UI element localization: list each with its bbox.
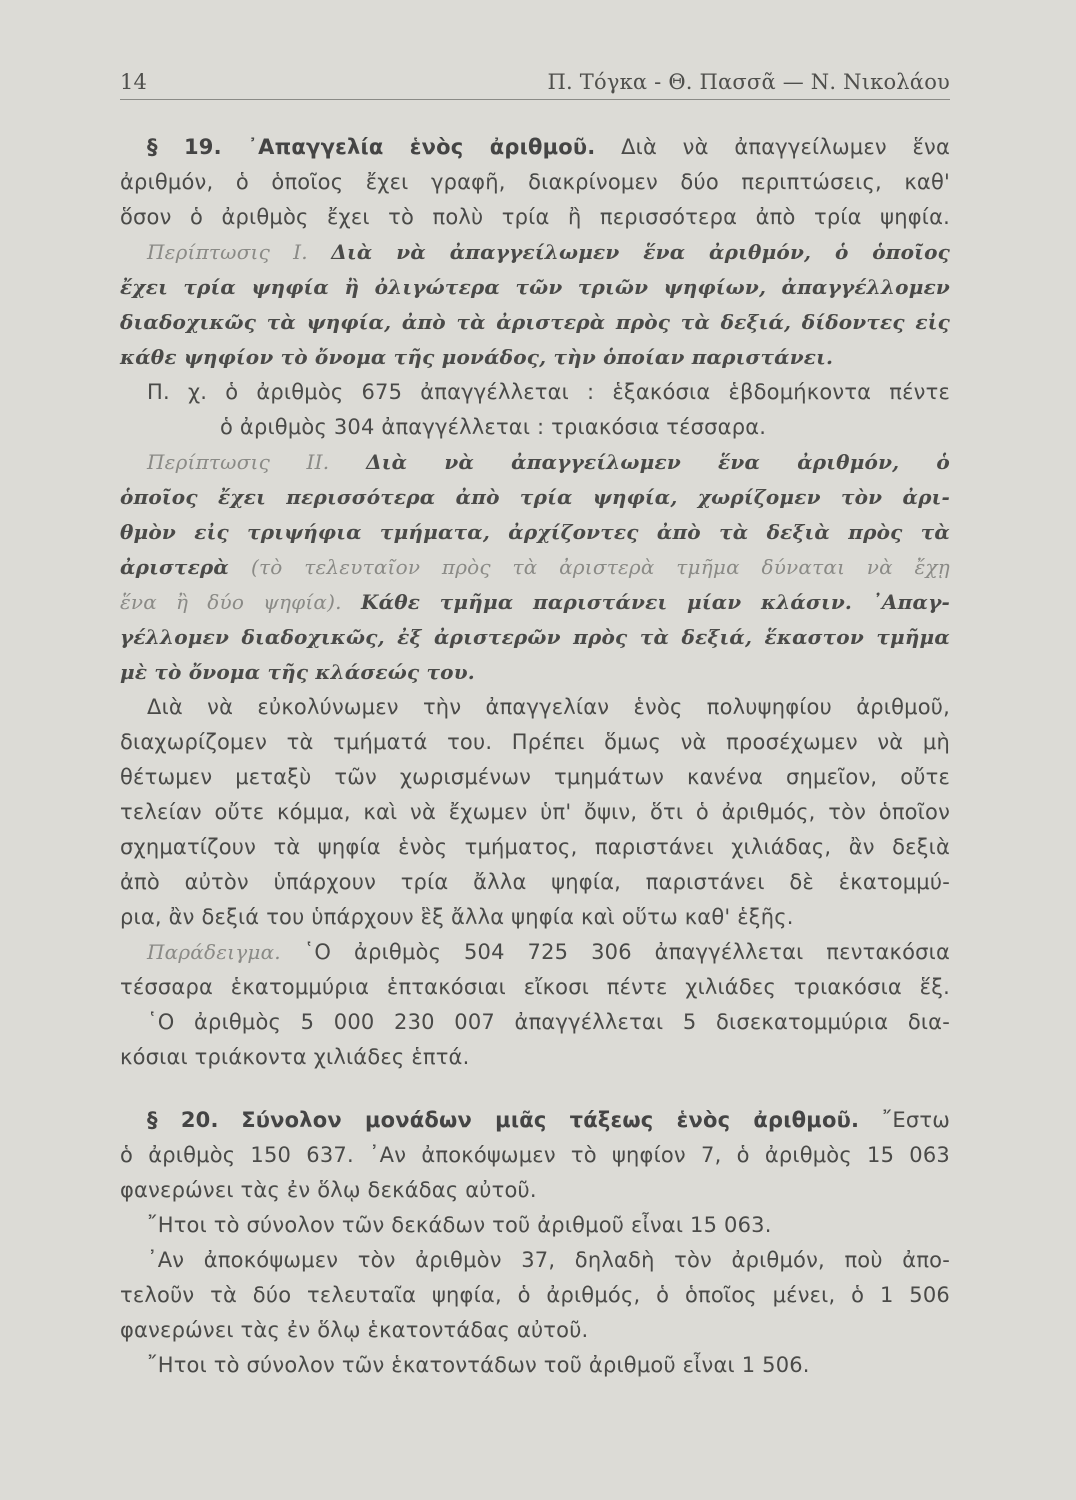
text-line: ὅσον ὁ ἀριθμὸς ἔχει τὸ πολὺ τρία ἢ περισσότερα ἀπὸ τρία ψηφία. — [120, 205, 950, 229]
text-line — [120, 552, 950, 582]
text-segment: ῾Ο ἀριθμὸς 504 725 306 ἀπαγγέλλεται πεντακόσια — [303, 940, 950, 964]
text-line: ῾Ο ἀριθμὸς 5 000 230 007 ἀπαγγέλλεται 5 δισεκατομμύρια δια- — [147, 1010, 950, 1034]
case-1-line — [147, 237, 950, 267]
text-line: ἔχει τρία ψηφία ἢ ὀλιγώτερα τῶν τριῶν ψηφίων, ἀπαγγέλλομεν — [120, 275, 950, 299]
section-20-number: § 20. — [147, 1108, 219, 1132]
text-line: διαχωρίζομεν τὰ τμήματά του. Πρέπει ὅμως νὰ προσέχωμεν νὰ μὴ — [120, 730, 950, 754]
text-line: διαδοχικῶς τὰ ψηφία, ἀπὸ τὰ ἀριστερὰ πρὸς τὰ δεξιά, δίδοντες εἰς — [120, 310, 950, 334]
text-line: ῎Ητοι τὸ σύνολον τῶν ἑκατοντάδων τοῦ ἀριθμοῦ εἶναι 1 506. — [147, 1353, 810, 1377]
text-line: γέλλομεν διαδοχικῶς, ἐξ ἀριστερῶν πρὸς τὰ δεξιά, ἕκαστον τμῆμα — [120, 625, 950, 649]
text-segment: ῎Εστω — [881, 1108, 950, 1132]
running-header — [120, 70, 950, 100]
section-19-title: ᾿Απαγγελία ἑνὸς ἀριθμοῦ. — [247, 135, 596, 159]
header-rule — [120, 99, 950, 100]
text-line: τελείαν οὔτε κόμμα, καὶ νὰ ἔχωμεν ὑπ' ὄψιν, ὅτι ὁ ἀριθμός, τὸν ὁποῖον — [120, 800, 950, 824]
text-line: ὁποῖος ἔχει περισσότερα ἀπὸ τρία ψηφία, χωρίζομεν τὸν ἀρι- — [120, 485, 950, 509]
text-line: κάθε ψηφίον τὸ ὄνομα τῆς μονάδος, τὴν ὁποίαν παριστάνει. — [120, 345, 834, 369]
text-segment: Κάθε τμῆμα παριστάνει μίαν κλάσιν. ᾿Απαγ- — [361, 590, 950, 614]
section-19-number: § 19. — [147, 135, 222, 159]
case-2-line — [147, 447, 950, 477]
text-line: τελοῦν τὰ δύο τελευταῖα ψηφία, ὁ ἀριθμός, ὁ ὁποῖος μένει, ὁ 1 506 — [120, 1283, 950, 1307]
text-segment: (τὸ τελευταῖον πρὸς τὰ ἀριστερὰ τμῆμα δύναται νὰ ἔχῃ — [251, 555, 950, 579]
text-segment: ἕνα ἢ δύο ψηφία). — [120, 590, 342, 614]
text-line: ἀριθμόν, ὁ ὁποῖος ἔχει γραφῆ, διακρίνομεν δύο περιπτώσεις, καθ' — [120, 170, 950, 194]
case-1-label: Περίπτωσις Ι. — [147, 240, 308, 264]
example-label: Παράδειγμα. — [147, 940, 281, 964]
text-line: ᾿Αν ἀποκόψωμεν τὸν ἀριθμὸν 37, δηλαδὴ τὸν ἀριθμόν, ποὺ ἀπο- — [147, 1248, 950, 1272]
text-line: ῎Ητοι τὸ σύνολον τῶν δεκάδων τοῦ ἀριθμοῦ εἶναι 15 063. — [147, 1213, 772, 1237]
section-20-heading-line — [147, 1105, 950, 1135]
text-line: μὲ τὸ ὄνομα τῆς κλάσεώς του. — [120, 660, 475, 684]
text-line: Διὰ νὰ εὐκολύνωμεν τὴν ἀπαγγελίαν ἑνὸς πολυψηφίου ἀριθμοῦ, — [147, 695, 950, 719]
text-line: θέτωμεν μεταξὺ τῶν χωρισμένων τμημάτων κανένα σημεῖον, οὔτε — [120, 765, 950, 789]
section-20-title: Σύνολον μονάδων μιᾶς τάξεως ἑνὸς ἀριθμοῦ. — [241, 1108, 860, 1132]
text-line: ὁ ἀριθμὸς 150 637. ᾿Αν ἀποκόψωμεν τὸ ψηφίον 7, ὁ ἀριθμὸς 15 063 — [120, 1143, 950, 1167]
text-line: σχηματίζουν τὰ ψηφία ἑνὸς τμήματος, παριστάνει χιλιάδας, ἂν δεξιὰ — [120, 835, 950, 859]
page-number: 14 — [120, 70, 148, 94]
text-segment: Διὰ νὰ ἀπαγγείλωμεν ἕνα — [621, 135, 950, 159]
text-line — [120, 587, 950, 617]
text-line: τέσσαρα ἑκατομμύρια ἑπτακόσιαι εἴκοσι πέντε χιλιάδες τριακόσια ἕξ. — [120, 975, 950, 999]
text-line: θμὸν εἰς τριψήφια τμήματα, ἀρχίζοντες ἀπὸ τὰ δεξιὰ πρὸς τὰ — [120, 520, 950, 544]
text-line: ρια, ἂν δεξιά του ὑπάρχουν ἓξ ἄλλα ψηφία καὶ οὕτω καθ' ἑξῆς. — [120, 905, 794, 929]
text-segment: Διὰ νὰ ἀπαγγείλωμεν ἕνα ἀριθμόν, ὁ — [366, 450, 950, 474]
example-line: ὁ ἀριθμὸς 304 ἀπαγγέλλεται : τριακόσια τέσσαρα. — [220, 415, 767, 439]
text-line: ἀπὸ αὐτὸν ὑπάρχουν τρία ἄλλα ψηφία, παριστάνει δὲ ἑκατομμύ- — [120, 870, 950, 894]
text-segment: Διὰ νὰ ἀπαγγείλωμεν ἕνα ἀριθμόν, ὁ ὁποῖος — [331, 240, 950, 264]
text-line: φανερώνει τὰς ἐν ὅλῳ ἑκατοντάδας αὐτοῦ. — [120, 1318, 589, 1342]
example-line — [147, 937, 950, 967]
text-segment: ἀριστερὰ — [120, 555, 230, 579]
example-line: Π. χ. ὁ ἀριθμὸς 675 ἀπαγγέλλεται : ἑξακόσια ἑβδομήκοντα πέντε — [147, 380, 950, 404]
case-2-label: Περίπτωσις ΙΙ. — [147, 450, 330, 474]
text-line: κόσιαι τριάκοντα χιλιάδες ἑπτά. — [120, 1045, 470, 1069]
text-line: φανερώνει τὰς ἐν ὅλῳ δεκάδας αὐτοῦ. — [120, 1178, 537, 1202]
header-authors: Π. Τόγκα - Θ. Πασσᾶ — Ν. Νικολάου — [547, 70, 950, 94]
section-19-heading-line — [147, 132, 950, 162]
